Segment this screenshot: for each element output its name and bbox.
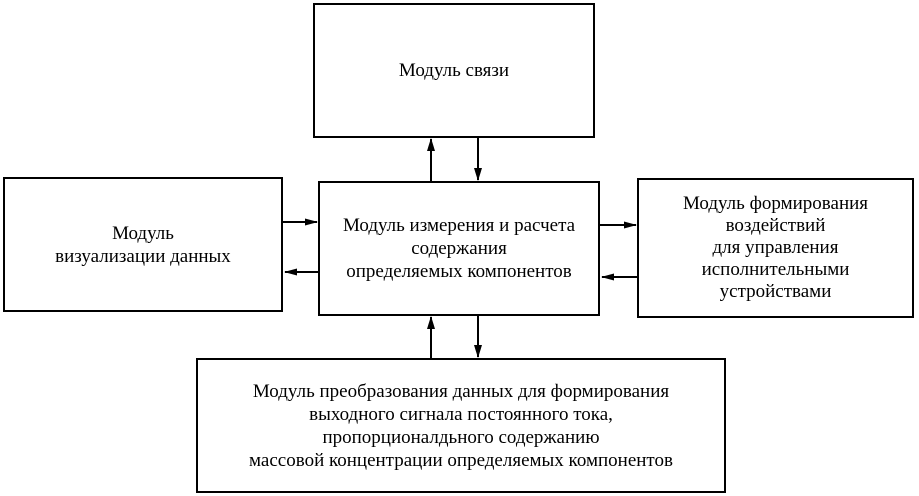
box-actuation-module xyxy=(637,178,914,318)
box-label-line: визуализации данных xyxy=(55,245,231,267)
arrow-right-icon xyxy=(305,219,318,226)
box-label-line: воздействий xyxy=(725,215,826,236)
box-label-line: содержания xyxy=(411,238,507,259)
box-label-line: Модуль формирования xyxy=(682,193,869,214)
box-label-line: массовой концентрации определяемых компонентов xyxy=(249,449,673,471)
box-label-line: исполнительными xyxy=(701,259,850,280)
box-label-line: пропорционалдьного содержанию xyxy=(322,426,600,448)
box-visualization-module xyxy=(3,177,283,312)
box-label-line: Модуль преобразования данных для формирования xyxy=(252,380,670,402)
arrow-down-icon xyxy=(474,345,482,358)
box-conversion-module xyxy=(196,358,726,493)
arrow-up-icon xyxy=(427,316,435,329)
arrow-left-icon xyxy=(284,269,297,276)
box-label-line: для управления xyxy=(712,237,839,258)
arrow-right-icon xyxy=(624,222,637,229)
box-label-line: устройствами xyxy=(719,281,832,302)
box-label-line: Модуль xyxy=(112,222,174,244)
box-label-line: выходного сигнала постоянного тока, xyxy=(309,403,613,425)
box-measurement-module xyxy=(318,181,600,316)
box-communication-module xyxy=(313,3,595,138)
box-label-line: Модуль измерения и расчета xyxy=(342,215,576,236)
arrow-down-icon xyxy=(474,168,482,181)
arrow-up-icon xyxy=(427,138,435,151)
box-label-line: Модуль связи xyxy=(398,60,510,81)
arrow-left-icon xyxy=(601,274,614,281)
box-label-line: определяемых компонентов xyxy=(346,261,572,282)
